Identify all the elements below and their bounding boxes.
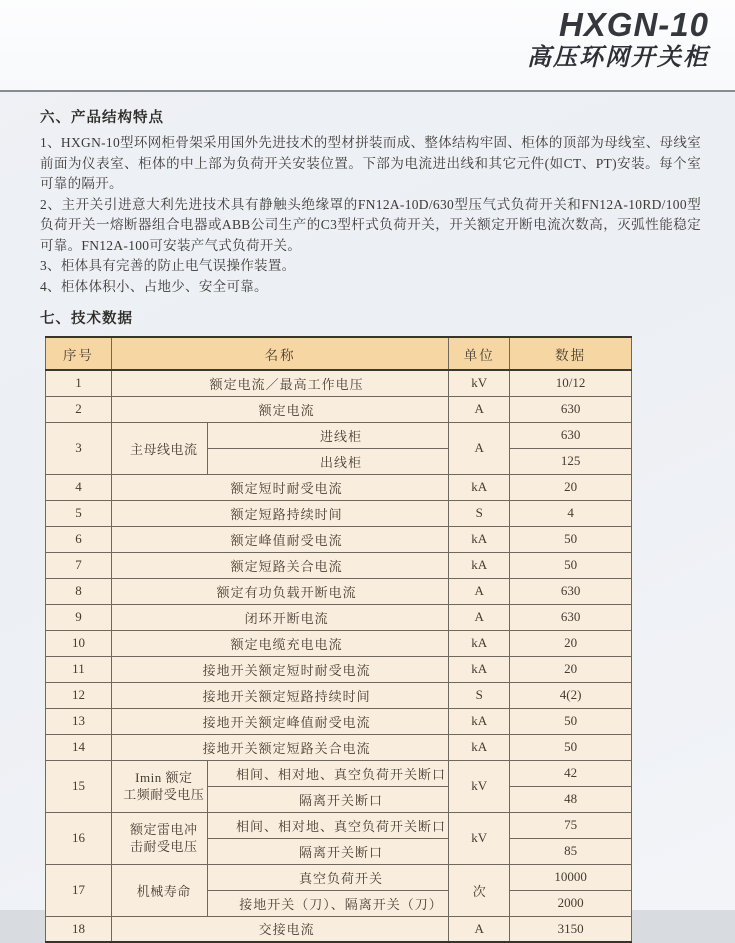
cell-name: 额定有功负载开断电流: [111, 578, 448, 604]
feature-item-4: 4、柜体体积小、占地少、安全可靠。: [40, 278, 268, 294]
cell-unit: A: [449, 916, 510, 942]
cell-no: 10: [46, 630, 112, 656]
cell-value: 10000: [510, 864, 632, 890]
table-row: [46, 474, 632, 500]
cell-unit: kA: [449, 526, 510, 552]
product-title: 高压环网开关柜: [527, 44, 709, 72]
cell-unit: kA: [449, 734, 510, 760]
cell-name: 闭环开断电流: [111, 604, 448, 630]
cell-unit: kV: [449, 760, 510, 812]
cell-no: 3: [46, 422, 112, 474]
cell-value: 2000: [510, 890, 632, 916]
cell-no: 11: [46, 656, 112, 682]
table-row: [46, 734, 632, 760]
cell-value: 125: [510, 448, 632, 474]
cell-subname: 接地开关（刀）、隔离开关（刀）: [207, 890, 449, 916]
cell-unit: kA: [449, 708, 510, 734]
section-features-title: 六、产品结构特点: [40, 110, 164, 126]
group-label-line: 额定雷电冲: [130, 822, 198, 837]
cell-unit: 次: [449, 864, 510, 916]
table-row: [46, 682, 632, 708]
cell-value: 630: [510, 578, 632, 604]
cell-unit: kA: [449, 656, 510, 682]
cell-unit: S: [449, 500, 510, 526]
table-row: [46, 656, 632, 682]
cell-value: 10/12: [510, 370, 632, 396]
table-header-row: [46, 337, 632, 370]
cell-unit: kV: [449, 812, 510, 864]
page-content: [0, 92, 735, 943]
cell-value: 20: [510, 474, 632, 500]
cell-subname: 相间、相对地、真空负荷开关断口: [207, 812, 449, 838]
cell-no: 6: [46, 526, 112, 552]
technical-data-table: [45, 336, 632, 943]
table-row: [46, 864, 632, 890]
cell-name: 接地开关额定短时耐受电流: [111, 656, 448, 682]
cell-value: 20: [510, 630, 632, 656]
cell-subname: 出线柜: [207, 448, 449, 474]
cell-unit: kA: [449, 630, 510, 656]
cell-name: 额定电流／最高工作电压: [111, 370, 448, 396]
cell-unit: S: [449, 682, 510, 708]
features-list: [40, 133, 701, 297]
group-label-line: Imin 额定: [135, 770, 193, 785]
cell-name: 额定短路持续时间: [111, 500, 448, 526]
cell-value: 50: [510, 552, 632, 578]
cell-unit: kA: [449, 552, 510, 578]
cell-value: 630: [510, 604, 632, 630]
cell-subname: 进线柜: [207, 422, 449, 448]
cell-no: 14: [46, 734, 112, 760]
cell-no: 4: [46, 474, 112, 500]
cell-name: 额定电缆充电电流: [111, 630, 448, 656]
cell-unit: A: [449, 422, 510, 474]
table-row: [46, 526, 632, 552]
cell-value: 630: [510, 396, 632, 422]
feature-item-1: 1、HXGN-10型环网柜骨架采用国外先进技术的型材拼装而成、整体结构牢固、柜体的顶部为母线室、母线室前面为仪表室、柜体的中上部为负荷开关安装位置。下部为电流进出线和其它元件(如CT、PT)安装。每个室可靠的隔开。: [40, 135, 701, 191]
cell-group-name: [111, 760, 207, 812]
group-label-line: 击耐受电压: [130, 839, 198, 854]
cell-value: 4: [510, 500, 632, 526]
table-row: [46, 812, 632, 838]
table-row: [46, 552, 632, 578]
cell-no: 5: [46, 500, 112, 526]
model-title: HXGN-10: [558, 6, 709, 43]
cell-no: 15: [46, 760, 112, 812]
table-row: [46, 578, 632, 604]
table-row: [46, 422, 632, 448]
group-label-line: 工频耐受电压: [123, 787, 205, 802]
table-row: [46, 370, 632, 396]
cell-value: 50: [510, 526, 632, 552]
cell-name: 接地开关额定峰值耐受电流: [111, 708, 448, 734]
cell-no: 18: [46, 916, 112, 942]
cell-subname: 隔离开关断口: [207, 838, 449, 864]
col-header-unit: 单位: [449, 337, 510, 370]
table-row: [46, 630, 632, 656]
cell-value: 50: [510, 708, 632, 734]
cell-value: 630: [510, 422, 632, 448]
cell-value: 85: [510, 838, 632, 864]
page-header: [0, 0, 735, 92]
cell-value: 50: [510, 734, 632, 760]
cell-no: 1: [46, 370, 112, 396]
cell-no: 7: [46, 552, 112, 578]
cell-no: 2: [46, 396, 112, 422]
cell-unit: kA: [449, 474, 510, 500]
cell-unit: A: [449, 578, 510, 604]
cell-name: 额定短路关合电流: [111, 552, 448, 578]
cell-value: 4(2): [510, 682, 632, 708]
table-row: [46, 604, 632, 630]
col-header-data: 数据: [510, 337, 632, 370]
cell-no: 9: [46, 604, 112, 630]
cell-value: 48: [510, 786, 632, 812]
table-row: [46, 500, 632, 526]
table-row: [46, 396, 632, 422]
table-row: [46, 916, 632, 942]
cell-name: 额定短时耐受电流: [111, 474, 448, 500]
cell-unit: A: [449, 396, 510, 422]
table-row: [46, 708, 632, 734]
cell-no: 16: [46, 812, 112, 864]
cell-no: 12: [46, 682, 112, 708]
cell-value: 20: [510, 656, 632, 682]
section-technical-title: 七、技术数据: [40, 311, 133, 327]
cell-group-name: 主母线电流: [111, 422, 207, 474]
cell-group-name: 机械寿命: [111, 864, 207, 916]
feature-item-3: 3、柜体具有完善的防止电气误操作装置。: [40, 258, 296, 273]
cell-no: 8: [46, 578, 112, 604]
cell-unit: kV: [449, 370, 510, 396]
cell-subname: 隔离开关断口: [207, 786, 449, 812]
cell-value: 3150: [510, 916, 632, 942]
table-row: [46, 760, 632, 786]
cell-no: 17: [46, 864, 112, 916]
cell-name: 接地开关额定短路持续时间: [111, 682, 448, 708]
cell-name: 交接电流: [111, 916, 448, 942]
cell-subname: 相间、相对地、真空负荷开关断口: [207, 760, 449, 786]
cell-name: 接地开关额定短路关合电流: [111, 734, 448, 760]
cell-name: 额定峰值耐受电流: [111, 526, 448, 552]
feature-item-2: 2、主开关引进意大利先进技术具有静触头绝缘罩的FN12A-10D/630型压气式负荷开关和FN12A-10RD/100型负荷开关一熔断器组合电器或ABB公司生产的C3型杆式负荷开关，开关额定开断电流次数高，灭弧性能稳定可靠。FN12A-100可安装产气式负荷开关。: [40, 196, 701, 253]
col-header-no: 序号: [46, 337, 112, 370]
cell-no: 13: [46, 708, 112, 734]
cell-subname: 真空负荷开关: [207, 864, 449, 890]
cell-unit: A: [449, 604, 510, 630]
cell-name: 额定电流: [111, 396, 448, 422]
cell-value: 42: [510, 760, 632, 786]
col-header-name: 名称: [111, 337, 448, 370]
cell-group-name: [111, 812, 207, 864]
cell-value: 75: [510, 812, 632, 838]
